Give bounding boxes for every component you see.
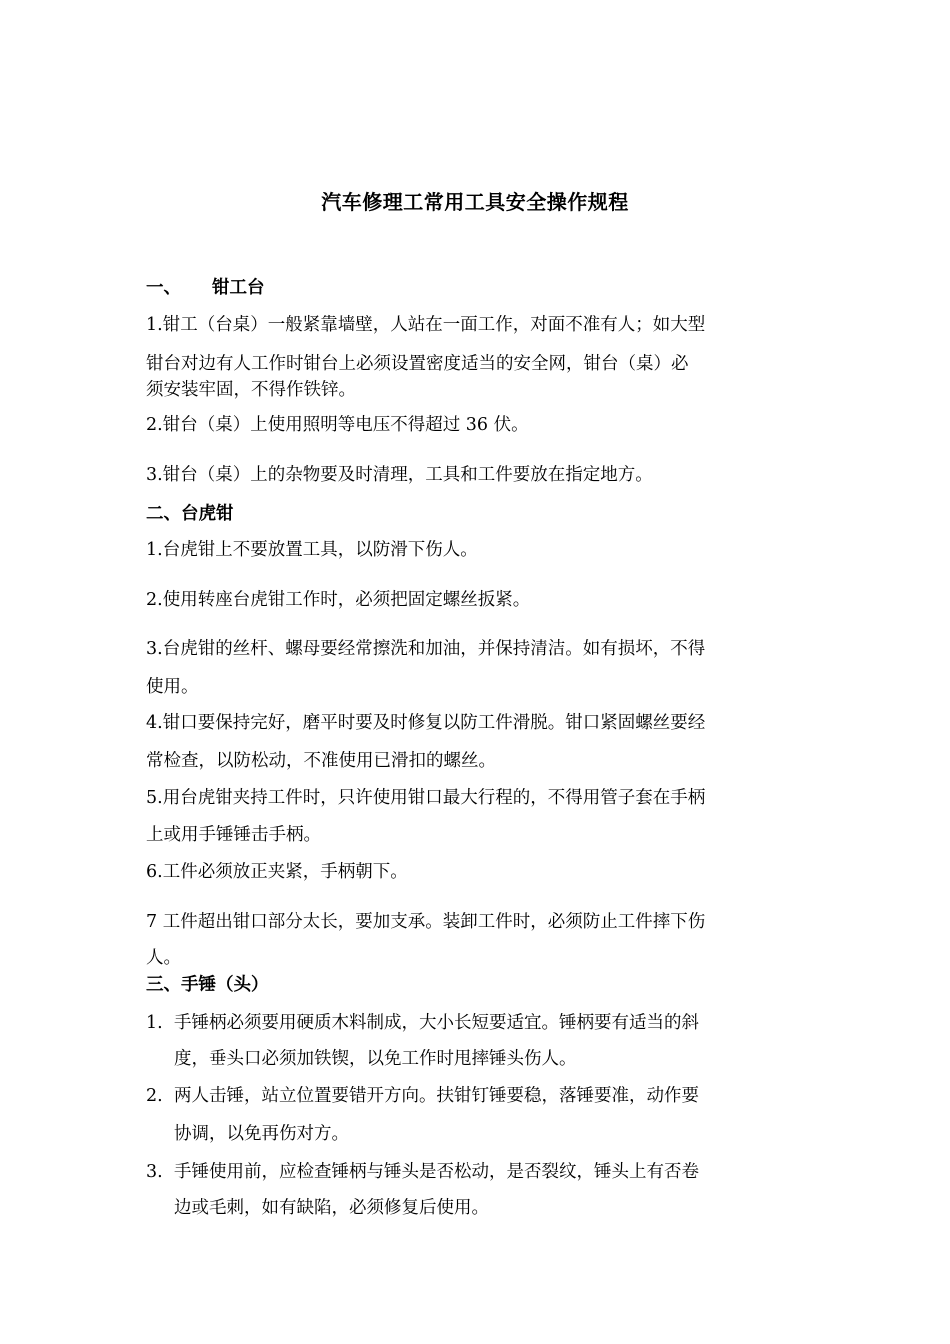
list-item [146,1084,826,1108]
paragraph-line: 须安装牢固，不得作铁锌。 [146,380,356,400]
section-heading-2: 二、台虎钳 [146,504,234,524]
paragraph-line: 7 工件超出钳口部分太长，要加支承。装卸工件时，必须防止工件摔下伤 [146,912,706,932]
paragraph-line: 度，垂头口必须加铁锲，以免工作时甩摔锤头伤人。 [174,1049,577,1069]
paragraph-line: 上或用手锤锤击手柄。 [146,825,321,845]
paragraph-line: 使用。 [146,677,199,697]
document-title: 汽车修理工常用工具安全操作规程 [321,190,629,214]
list-number: 3. [146,1162,163,1182]
paragraph-line: 6.工件必须放正夹紧，手柄朝下。 [146,862,408,882]
paragraph-line: 2.使用转座台虎钳工作时，必须把固定螺丝扳紧。 [146,590,531,610]
list-item-text: 手锤柄必须要用硬质木料制成，大小长短要适宜。锤柄要有适当的斜 [174,1013,699,1033]
list-item [146,1011,826,1035]
list-item-text: 手锤使用前，应检查锤柄与锤头是否松动，是否裂纹，锤头上有否卷 [174,1162,699,1182]
paragraph-line: 人。 [146,948,181,968]
paragraph-line: 协调，以免再伤对方。 [174,1124,349,1144]
section-heading-3: 三、手锤（头） [146,975,269,995]
paragraph-line: 4.钳口要保持完好，磨平时要及时修复以防工件滑脱。钳口紧固螺丝要经 [146,713,706,733]
list-item-text: 两人击锤，站立位置要错开方向。扶钳钉锤要稳，落锤要准，动作要 [174,1086,699,1106]
paragraph-line: 钳台对边有人工作时钳台上必须设置密度适当的安全网，钳台（桌）必 [146,354,689,374]
paragraph-line: 2.钳台（桌）上使用照明等电压不得超过 36 伏。 [146,415,529,435]
paragraph-line: 边或毛刺，如有缺陷，必须修复后使用。 [174,1198,489,1218]
section-heading-1 [146,276,826,300]
list-item [146,1160,826,1184]
paragraph-line: 常检查，以防松动，不准使用已滑扣的螺丝。 [146,751,496,771]
section-title: 钳工台 [212,278,265,298]
paragraph-line: 5.用台虎钳夹持工件时，只许使用钳口最大行程的，不得用管子套在手柄 [146,788,706,808]
paragraph-line: 3.台虎钳的丝杆、螺母要经常擦洗和加油，并保持清洁。如有损坏，不得 [146,639,706,659]
paragraph-line: 1.台虎钳上不要放置工具，以防滑下伤人。 [146,540,478,560]
paragraph-line: 3.钳台（桌）上的杂物要及时清理，工具和工件要放在指定地方。 [146,465,653,485]
paragraph-line: 1.钳工（台桌）一般紧靠墙壁，人站在一面工作，对面不准有人；如大型 [146,315,706,335]
list-number: 1. [146,1013,163,1033]
section-number: 一、 [146,278,181,298]
list-number: 2. [146,1086,163,1106]
